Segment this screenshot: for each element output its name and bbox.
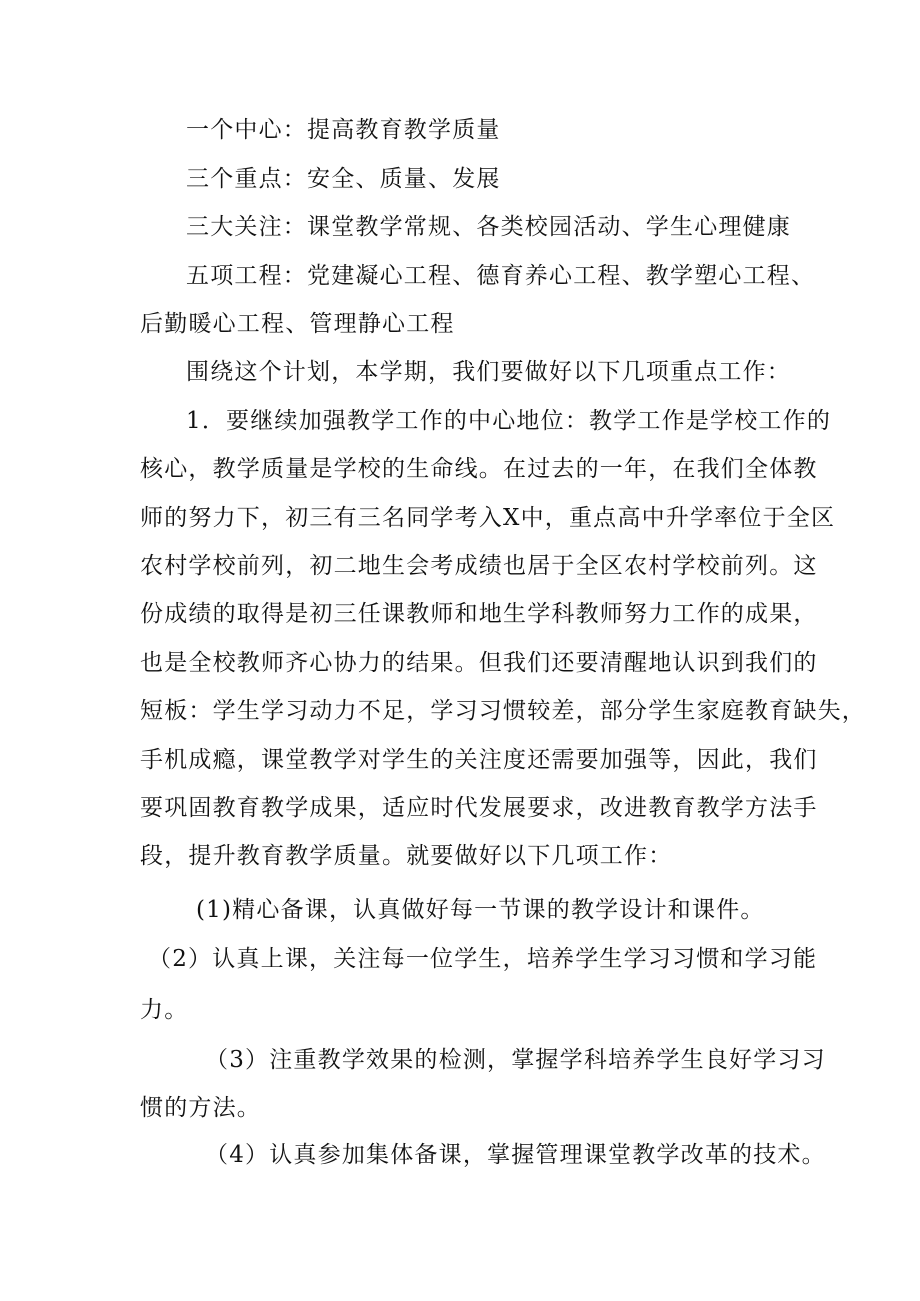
item1-line: 农村学校前列，初二地生会考成绩也居于全区农村学校前列。这: [140, 553, 818, 579]
summary-projects-line2: 后勤暖心工程、管理静心工程: [140, 311, 455, 337]
item1-line: 核心，教学质量是学校的生命线。在过去的一年，在我们全体教: [140, 456, 818, 482]
sub-item-2-line2: 力。: [140, 997, 189, 1023]
summary-center: 一个中心：提高教育教学质量: [186, 117, 501, 143]
item1-line: 1．要继续加强教学工作的中心地位：教学工作是学校工作的: [186, 408, 832, 434]
summary-concerns: 三大关注：课堂教学常规、各类校园活动、学生心理健康: [186, 214, 791, 240]
sub-item-3-line2: 惯的方法。: [140, 1095, 261, 1121]
item1-line: 份成绩的取得是初三任课教师和地生学科教师努力工作的成果，: [140, 601, 818, 627]
item1-line: 段，提升教育教学质量。就要做好以下几项工作：: [140, 843, 673, 869]
sub-item-3-line1: （3）注重教学效果的检测，掌握学科培养学生良好学习习: [205, 1047, 826, 1073]
item1-line: 师的努力下，初三有三名同学考入X中，重点高中升学率位于全区: [140, 505, 836, 531]
intro-paragraph: 围绕这个计划，本学期，我们要做好以下几项重点工作：: [186, 359, 791, 385]
summary-focus: 三个重点：安全、质量、发展: [186, 166, 501, 192]
sub-item-4: （4）认真参加集体备课，掌握管理课堂教学改革的技术。: [205, 1142, 826, 1168]
item1-line: 要巩固教育教学成果，适应时代发展要求，改进教育教学方法手: [140, 795, 818, 821]
sub-item-2-line1: （2）认真上课，关注每一位学生，培养学生学习习惯和学习能: [148, 946, 818, 972]
item1-line: 短板：学生学习动力不足，学习习惯较差，部分学生家庭教育缺失，: [140, 698, 866, 724]
sub-item-1: (1)精心备课，认真做好每一节课的教学设计和课件。: [196, 897, 765, 923]
summary-projects-line1: 五项工程：党建凝心工程、德育养心工程、教学塑心工程、: [186, 263, 816, 289]
item1-line: 手机成瘾，课堂教学对学生的关注度还需要加强等，因此，我们: [140, 747, 818, 773]
item1-line: 也是全校教师齐心协力的结果。但我们还要清醒地认识到我们的: [140, 650, 818, 676]
